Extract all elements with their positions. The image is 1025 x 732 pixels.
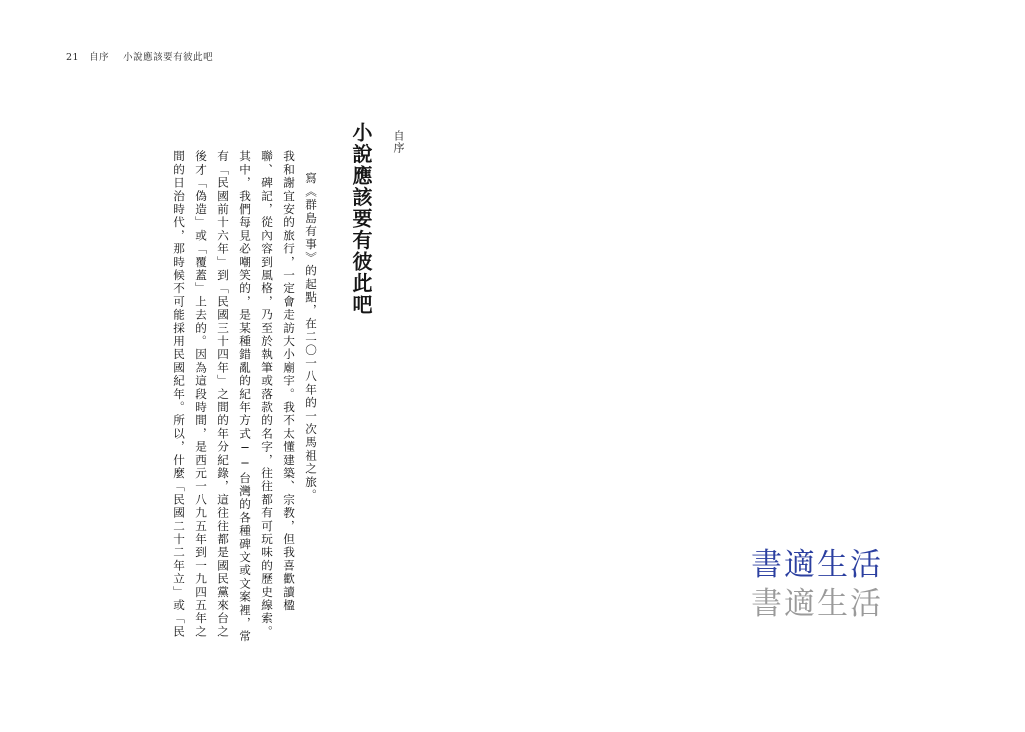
body-column: 我和謝宜安的旅行，一定會走訪大小廟宇。我不太懂建築、宗教，但我喜歡讀楹	[282, 150, 296, 612]
body-column: 有「民國前十六年」到「民國三十四年」之間的年分紀錄，這往往都是國民黨來台之	[216, 150, 230, 639]
body-column: 後才「偽造」或「覆蓋」上去的。因為這段時間，是西元一八九五年到一九四五年之	[194, 150, 208, 639]
running-head-section: 自序	[89, 52, 110, 63]
watermark-secondary-text: 書適生活	[751, 585, 883, 622]
body-column: 其中，我們每見必嘲笑的，是某種錯亂的紀年方式──台灣的各種碑文或文案裡，常	[238, 150, 252, 644]
body-column: 寫《群島有事》的起點，在二〇一八年的一次馬祖之旅。	[304, 172, 318, 502]
body-column: 間的日治時代，那時候不可能採用民國紀年。所以，什麼「民國二十二年立」或「民	[172, 150, 186, 639]
running-head	[66, 49, 213, 63]
body-column: 聯、碑記，從內容到風格，乃至於執筆或落款的名字，往往都有可玩味的歷史線索。	[260, 150, 274, 639]
page-folio: 21	[66, 52, 80, 63]
chapter-title: 小說應該要有彼此吧	[349, 122, 373, 316]
watermark-primary-text: 書適生活	[751, 547, 883, 583]
chapter-label: 自序	[392, 130, 405, 154]
body-text-block	[55, 150, 320, 695]
running-head-title: 小說應該要有彼此吧	[123, 52, 214, 63]
watermark-logo	[751, 546, 883, 624]
